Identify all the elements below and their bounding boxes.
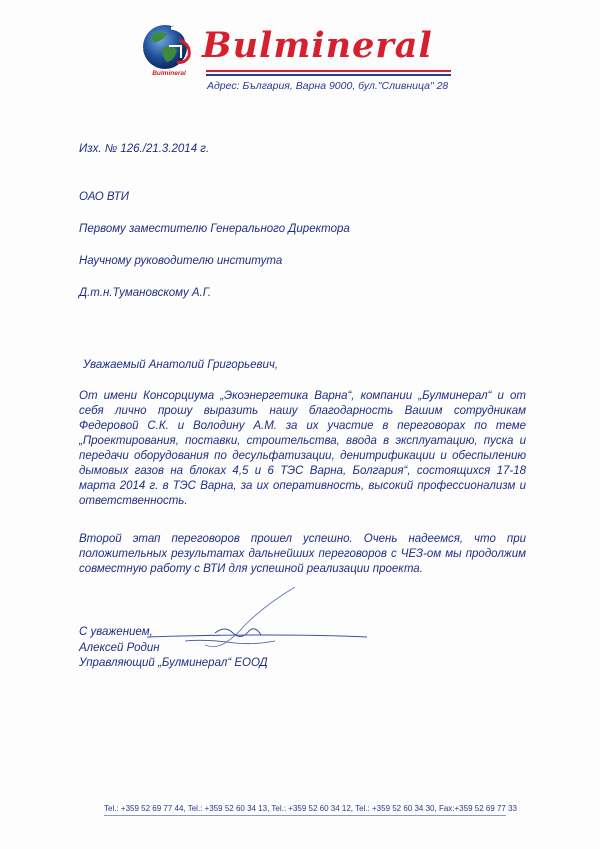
- company-logo-wordmark: Bulmineral: [202, 25, 433, 66]
- signatory-name: Алексей Родин: [79, 641, 160, 654]
- letterhead-rule-blue: [206, 74, 451, 76]
- recipient-position: Первому заместителю Генерального Директора: [79, 223, 350, 235]
- recipient-organization: ОАО ВТИ: [79, 191, 130, 203]
- recipient-role: Научному руководителю института: [79, 255, 283, 267]
- outgoing-reference-number: Изх. № 126./21.3.2014 г.: [79, 143, 210, 155]
- signatory-title: Управляющий „Булминерал“ ЕООД: [79, 657, 268, 669]
- company-address: Адрес: България, Варна 9000, бул."Сливница" 28: [207, 80, 449, 92]
- globe-logo-icon: [141, 22, 193, 72]
- footer-contacts: Tel.: +359 52 69 77 44, Tel.: +359 52 60 34 13, Tel.: +359 52 60 34 12, Tel.: +359 52 60 34 30, Fax:+359 52 69 77 33: [104, 804, 518, 813]
- body-paragraph-2: Второй этап переговоров прошел успешно. Очень надеемся, что при положительных результатах дальнейших переговоров с ЧЕЗ-ом мы продолжим совместную работу с ВТИ для успешной реализации проекта.: [79, 533, 526, 575]
- body-paragraph-1: От имени Консорциума „Экоэнергетика Варна“, компании „Булминерал“ и от себя лично прошу выразить нашу благодарность Вашим сотрудникам Федеровой С.К. и Володину А.М. за их участие в переговорах по теме „Проектирования, поставки, строительства, ввода в эксплуатацию, пуска и передачи оборудования по десульфатизации, денитрификации и обеспылению дымовых газов на блоках 4,5 и 6 ТЭС Варна, Болгария“, состоящихся 17-18 марта 2014 г. в ТЭС Варна, за их оперативность, высокий профессионализм и ответственность.: [79, 390, 526, 507]
- logo-caption: Bulmineral: [152, 70, 186, 77]
- closing-phrase: С уважением,: [79, 626, 153, 638]
- recipient-name: Д.т.н.Тумановскому А.Г.: [79, 287, 212, 299]
- salutation: Уважаемый Анатолий Григорьевич,: [83, 359, 279, 371]
- footer-rule: [104, 815, 506, 816]
- letterhead-rule-red: [206, 70, 451, 72]
- closing-block: [79, 625, 268, 672]
